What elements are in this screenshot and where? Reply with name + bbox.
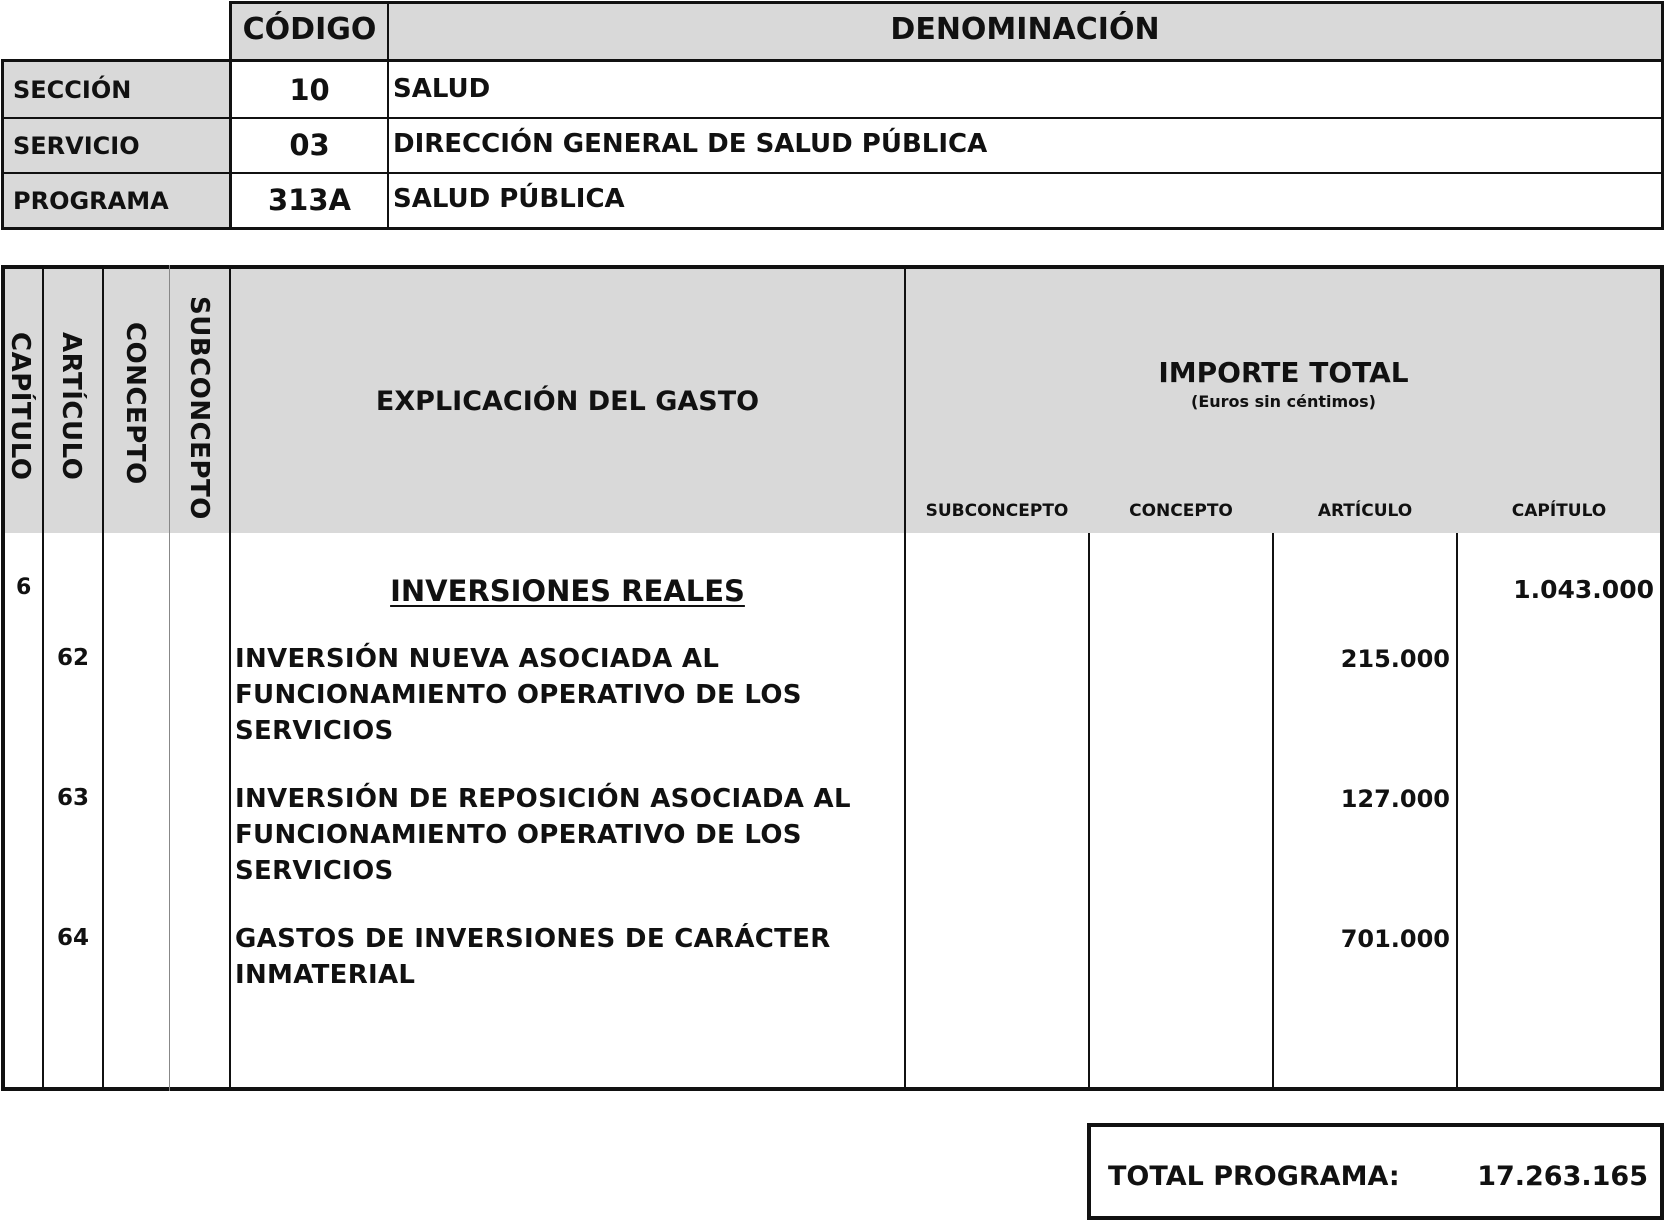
total-programa-box <box>1087 1123 1664 1220</box>
seccion-code: 10 <box>289 73 330 107</box>
table-row-articulo-code: 62 <box>56 645 89 671</box>
programa-label: PROGRAMA <box>13 187 169 215</box>
seccion-label: SECCIÓN <box>13 76 132 104</box>
codigo-header: CÓDIGO <box>242 12 377 47</box>
table-row-description: GASTOS DE INVERSIONES DE CARÁCTER INMATERIAL <box>235 924 831 990</box>
table-row-articulo-amount: 127.000 <box>1340 785 1450 813</box>
amount-col-capitulo: CAPÍTULO <box>1511 501 1607 521</box>
capitulo-col-header: CAPÍTULO <box>5 332 35 481</box>
importe-total-title: IMPORTE TOTAL <box>1158 356 1409 389</box>
total-programa-label: TOTAL PROGRAMA: <box>1108 1161 1400 1192</box>
table-row-capitulo-title: INVERSIONES REALES <box>390 574 745 608</box>
table-row-capitulo-code: 6 <box>16 575 32 600</box>
table-row-articulo-amount: 215.000 <box>1340 645 1450 673</box>
programa-name: SALUD PÚBLICA <box>393 184 625 214</box>
explicacion-header: EXPLICACIÓN DEL GASTO <box>375 386 760 417</box>
denominacion-header: DENOMINACIÓN <box>890 12 1160 47</box>
seccion-name: SALUD <box>393 74 491 104</box>
programa-code: 313A <box>268 183 351 217</box>
subconcepto-col-header: SUBCONCEPTO <box>184 296 214 520</box>
importe-total-subtitle: (Euros sin céntimos) <box>1191 392 1376 411</box>
servicio-code: 03 <box>289 128 330 162</box>
articulo-col-header: ARTÍCULO <box>56 332 86 481</box>
amount-col-articulo: ARTÍCULO <box>1317 501 1413 521</box>
table-row-articulo-code: 63 <box>56 785 89 811</box>
amount-col-concepto: CONCEPTO <box>1129 501 1233 521</box>
concepto-col-header: CONCEPTO <box>120 322 150 485</box>
amount-col-subconcepto: SUBCONCEPTO <box>925 501 1069 521</box>
servicio-label: SERVICIO <box>13 132 140 160</box>
table-row-description: INVERSIÓN DE REPOSICIÓN ASOCIADA AL FUNCIONAMIENTO OPERATIVO DE LOS SERVICIOS <box>235 784 851 886</box>
table-row-description: INVERSIÓN NUEVA ASOCIADA AL FUNCIONAMIENTO OPERATIVO DE LOS SERVICIOS <box>235 644 802 746</box>
total-programa-value: 17.263.165 <box>1477 1161 1648 1192</box>
servicio-name: DIRECCIÓN GENERAL DE SALUD PÚBLICA <box>393 129 988 159</box>
table-row-articulo-amount: 701.000 <box>1340 925 1450 953</box>
table-row-articulo-code: 64 <box>56 925 89 951</box>
table-row-capitulo-amount: 1.043.000 <box>1513 575 1654 604</box>
